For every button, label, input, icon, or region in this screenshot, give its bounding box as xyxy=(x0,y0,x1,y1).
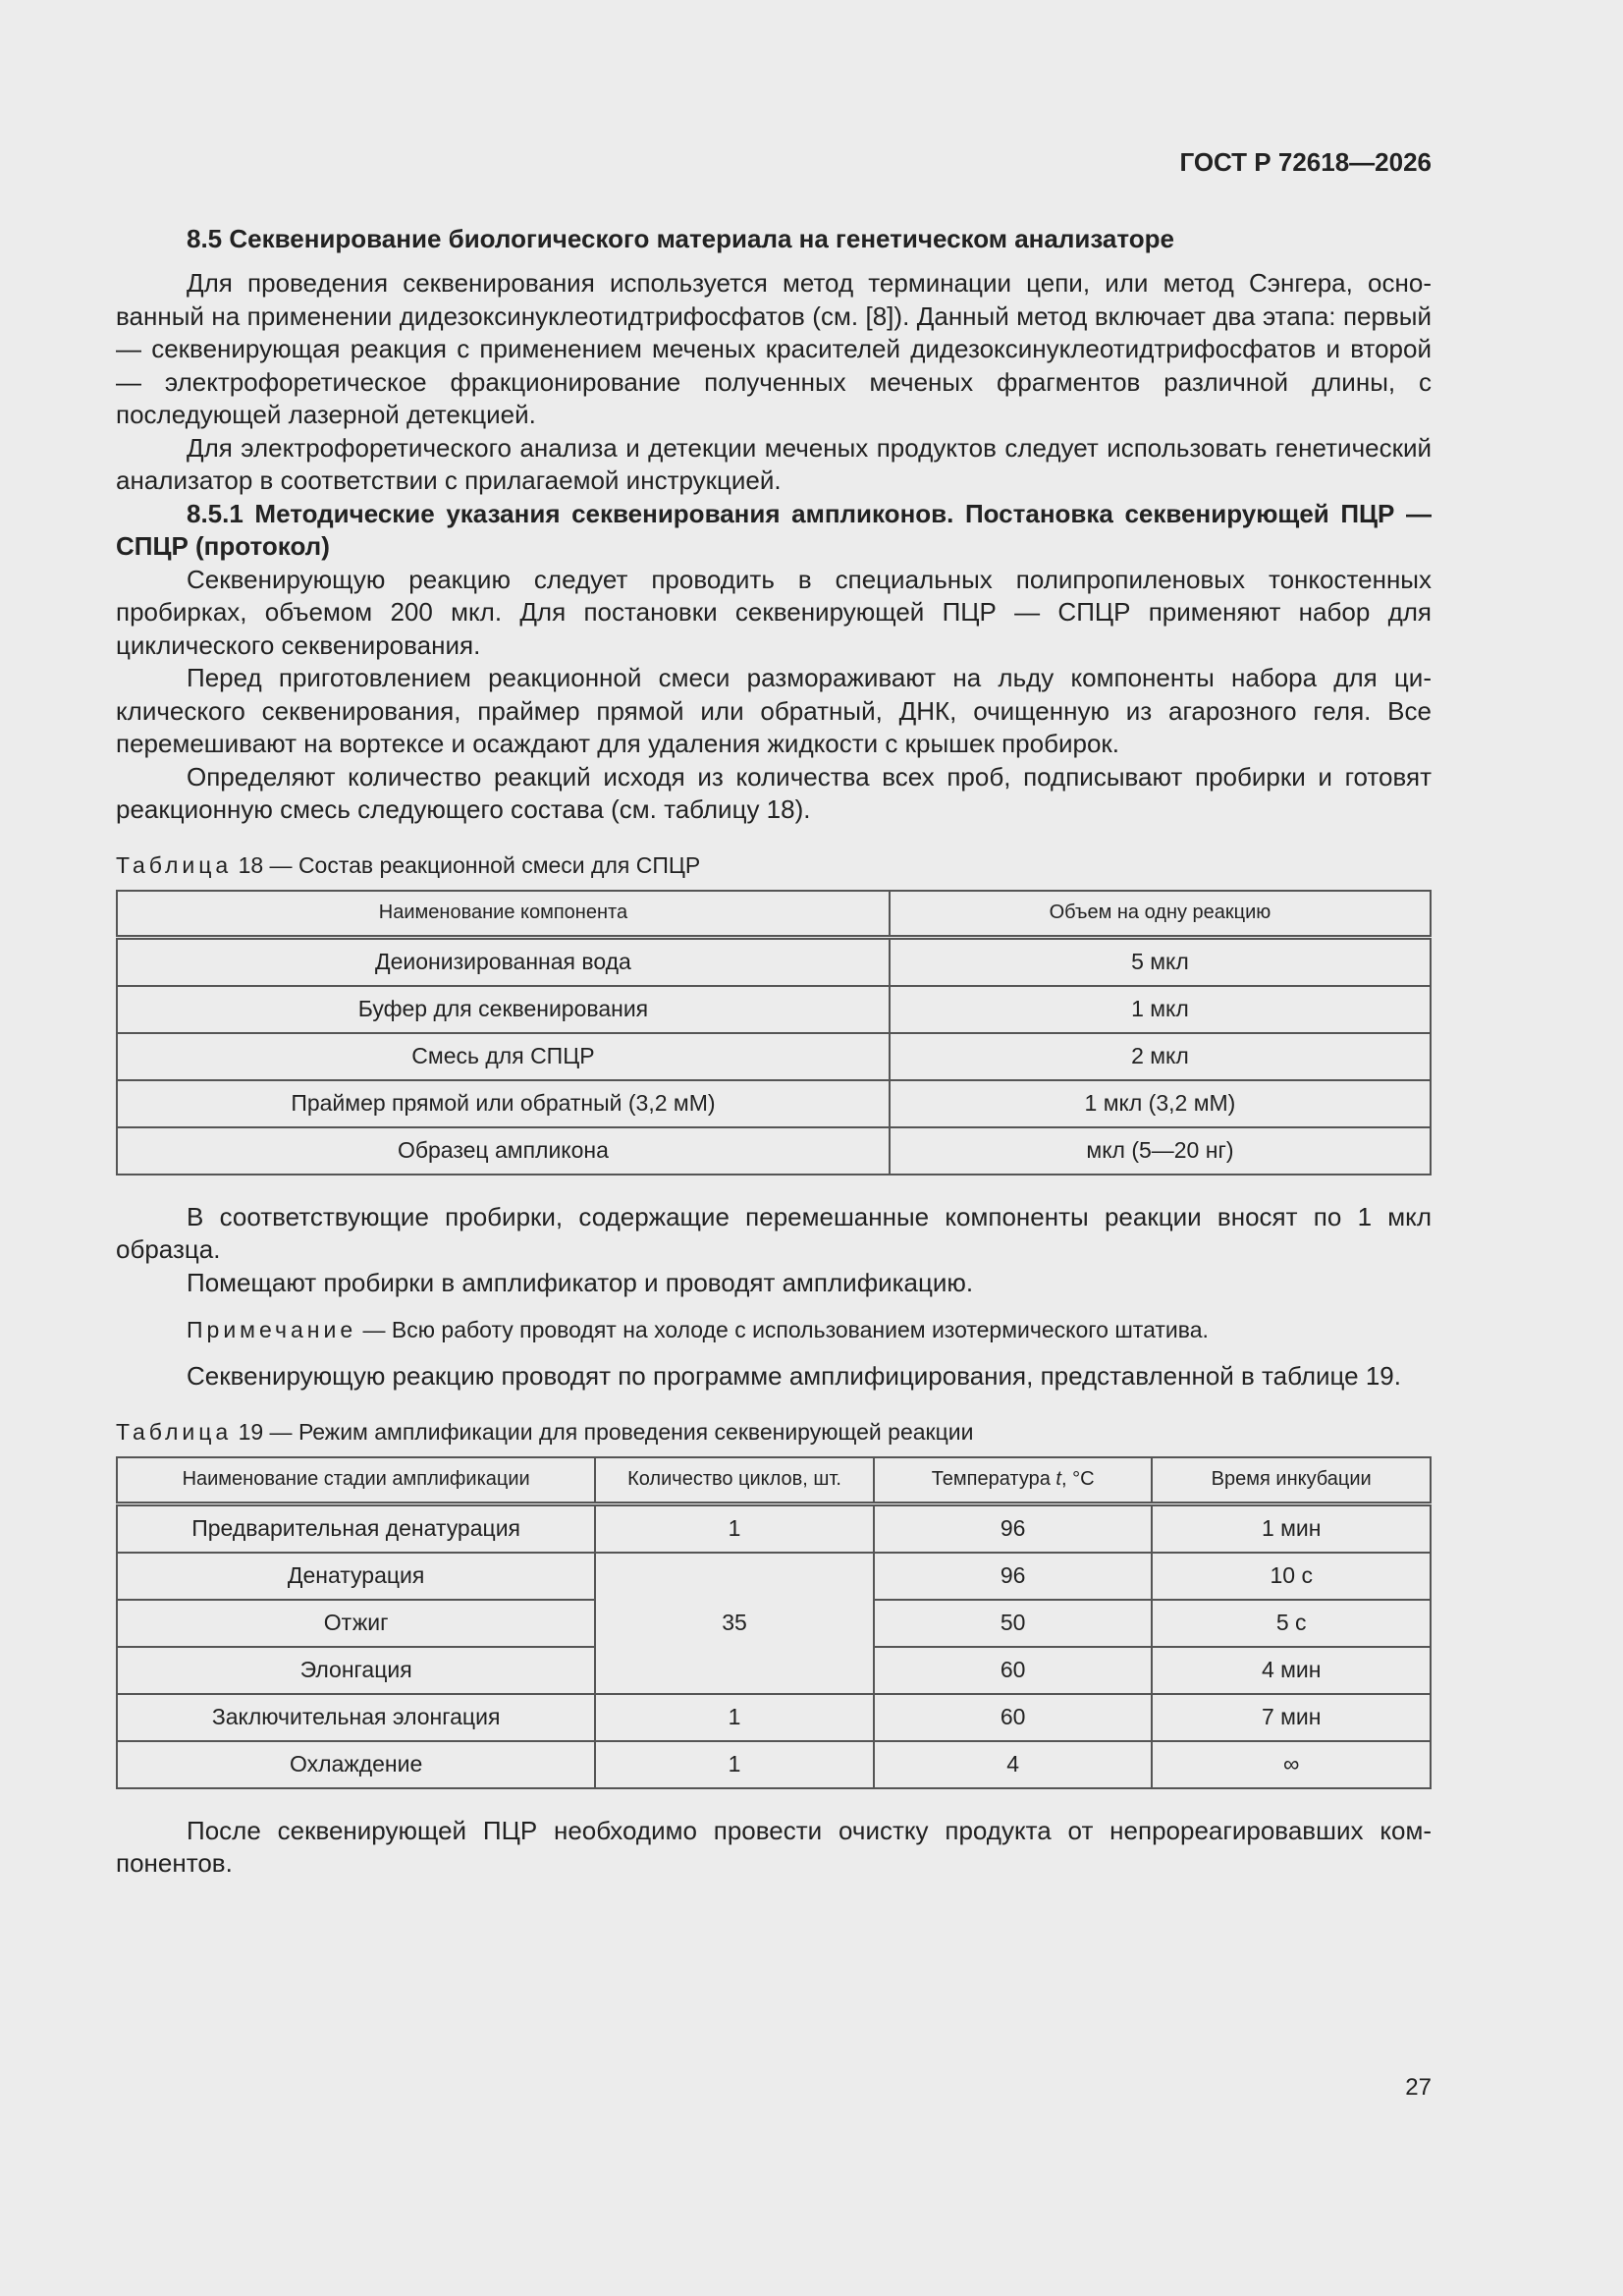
table-row xyxy=(117,1033,1431,1080)
table-cell: 2 мкл xyxy=(890,1033,1431,1080)
table-header-row xyxy=(117,1457,1431,1504)
table-cell: 4 мин xyxy=(1152,1647,1431,1694)
table-cell: Охлаждение xyxy=(117,1741,595,1788)
table-cell: 96 xyxy=(874,1553,1153,1600)
table-cell: Буфер для секвенирования xyxy=(117,986,890,1033)
table-row xyxy=(117,986,1431,1033)
section-title: 8.5 Секвенирование биологического материала на генетическом анализаторе xyxy=(187,224,1175,253)
paragraph: Для проведения секвенирования используется метод терминации цепи, или метод Сэнгера, основанный на применении дидезоксинуклеотидтрифосфатов (см. [8]). Данный метод включает два этапа: первый — секвенирующая реакция с применением меченых красителей дидезоксинуклеотидтрифосфатов и второй — электрофоретическое фракционирование полученных меченых фрагментов различной длины, с последующей лазерной детекцией. xyxy=(116,268,1432,429)
table-row xyxy=(117,1503,1431,1553)
table-cell: 1 мкл xyxy=(890,986,1431,1033)
note xyxy=(116,1315,1432,1344)
column-header: Объем на одну реакцию xyxy=(890,891,1431,938)
table-cell: Заключительная элонгация xyxy=(117,1694,595,1741)
table-cell: 1 мин xyxy=(1152,1503,1431,1553)
header-unit: , °С xyxy=(1060,1468,1095,1490)
paragraph: Определяют количество реакций исходя из количества всех проб, подписывают пробирки и готовят реакционную смесь следующего состава (см. таблицу 18). xyxy=(116,761,1432,824)
table-cell: Образец ампликона xyxy=(117,1127,890,1175)
table-cell: 5 с xyxy=(1152,1600,1431,1647)
table-cell: 60 xyxy=(874,1694,1153,1741)
table-cell: 1 мкл (3,2 мМ) xyxy=(890,1080,1431,1127)
table-19 xyxy=(116,1456,1432,1789)
page-number: 27 xyxy=(1405,2074,1432,2101)
table-cell: 1 xyxy=(595,1741,874,1788)
column-header: Наименование стадии амплификации xyxy=(117,1457,595,1504)
paragraph: Секвенирующую реакцию проводят по программе амплифицирования, представленной в таблице 19. xyxy=(187,1361,1401,1391)
column-header: Время инкубации xyxy=(1152,1457,1431,1504)
header-symbol: t xyxy=(1055,1468,1061,1490)
table-cell: 7 мин xyxy=(1152,1694,1431,1741)
column-header xyxy=(874,1457,1153,1504)
table-caption-text: 19 — Режим амплификации для проведения секвенирующей реакции xyxy=(232,1418,974,1445)
column-header: Наименование компонента xyxy=(117,891,890,938)
table-cell: Предварительная денатурация xyxy=(117,1503,595,1553)
paragraph: После секвенирующей ПЦР необходимо провести очистку продукта от непрореагировавших компонентов. xyxy=(116,1815,1432,1878)
table-19-caption xyxy=(116,1417,1432,1447)
table-caption-text: 18 — Состав реакционной смеси для СПЦР xyxy=(232,851,701,878)
document-id-header: ГОСТ Р 72618—2026 xyxy=(1179,147,1432,177)
subsection-title: 8.5.1 Методические указания секвенирования ампликонов. Постановка секвенирующей ПЦР — СПЦР (протокол) xyxy=(116,498,1432,561)
table-cell: Элонгация xyxy=(117,1647,595,1694)
paragraph: Перед приготовлением реакционной смеси размораживают на льду компоненты набора для циклического секвенирования, праймер прямой или обратный, ДНК, очищенную из агарозного геля. Все перемешивают на вортексе и осаждают для удаления жидкости с крышек пробирок. xyxy=(116,663,1432,758)
table-row xyxy=(117,1694,1431,1741)
paragraph: Секвенирующую реакцию следует проводить в специальных полипропиленовых тонкостенных пробирках, объемом 200 мкл. Для постановки секвенирующей ПЦР — СПЦР применяют набор для циклического секвенирования. xyxy=(116,564,1432,660)
table-caption-prefix: Таблица xyxy=(116,851,233,878)
table-cell: 96 xyxy=(874,1503,1153,1553)
table-18-caption xyxy=(116,850,1432,880)
table-cell: 4 xyxy=(874,1741,1153,1788)
table-cell: ∞ xyxy=(1152,1741,1431,1788)
note-text: — Всю работу проводят на холоде с использованием изотермического штатива. xyxy=(356,1317,1209,1342)
table-cell: Отжиг xyxy=(117,1600,595,1647)
table-18 xyxy=(116,890,1432,1175)
paragraph: Помещают пробирки в амплификатор и проводят амплификацию. xyxy=(187,1267,974,1297)
table-cell: 60 xyxy=(874,1647,1153,1694)
table-cell: мкл (5—20 нг) xyxy=(890,1127,1431,1175)
table-caption-prefix: Таблица xyxy=(116,1418,233,1445)
table-cell: Праймер прямой или обратный (3,2 мМ) xyxy=(117,1080,890,1127)
table-row xyxy=(117,1741,1431,1788)
table-cell: 35 xyxy=(595,1553,874,1694)
table-header-row xyxy=(117,891,1431,938)
table-row xyxy=(117,937,1431,986)
note-label: Примечание xyxy=(187,1317,357,1342)
table-cell: Денатурация xyxy=(117,1553,595,1600)
table-row xyxy=(117,1553,1431,1600)
table-row xyxy=(117,1080,1431,1127)
header-text: Температура xyxy=(931,1468,1056,1490)
table-cell: 50 xyxy=(874,1600,1153,1647)
column-header: Количество циклов, шт. xyxy=(595,1457,874,1504)
table-cell: Деионизированная вода xyxy=(117,937,890,986)
table-cell: 5 мкл xyxy=(890,937,1431,986)
table-cell: 1 xyxy=(595,1694,874,1741)
table-row xyxy=(117,1127,1431,1175)
document-body xyxy=(116,222,1432,1881)
paragraph: Для электрофоретического анализа и детекции меченых продуктов следует использовать генетический анализатор в соответствии с прилагаемой инструкцией. xyxy=(116,432,1432,495)
table-cell: Смесь для СПЦР xyxy=(117,1033,890,1080)
table-cell: 1 xyxy=(595,1503,874,1553)
table-cell: 10 с xyxy=(1152,1553,1431,1600)
paragraph: В соответствующие пробирки, содержащие перемешанные компоненты реакции вносят по 1 мкл образца. xyxy=(116,1201,1432,1264)
